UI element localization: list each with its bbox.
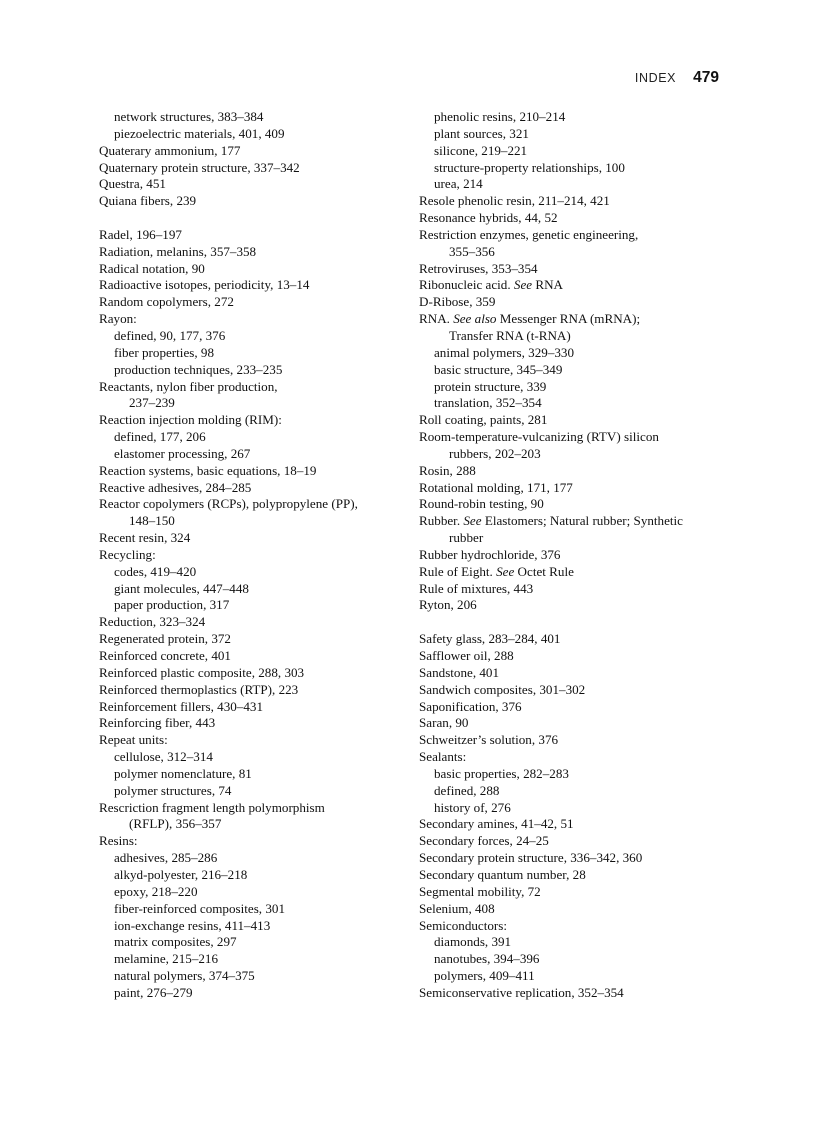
index-entry: Sandstone, 401 xyxy=(419,664,500,680)
index-entry: Questra, 451 xyxy=(99,176,166,192)
index-entry xyxy=(419,513,724,530)
index-subentry: ion-exchange resins, 411–413 xyxy=(114,917,271,933)
index-subentry: basic properties, 282–283 xyxy=(434,765,569,781)
index-entry: Reactor copolymers (RCPs), polypropylene (PP), xyxy=(99,496,358,512)
index-entry: Segmental mobility, 72 xyxy=(419,883,541,899)
index-entry: Regenerated protein, 372 xyxy=(99,631,231,647)
index-subentry: defined, 177, 206 xyxy=(114,429,206,445)
section-gap xyxy=(419,614,724,631)
index-entry: Reactants, nylon fiber production, xyxy=(99,378,278,394)
index-subentry: matrix composites, 297 xyxy=(114,934,237,950)
index-entry: Secondary forces, 24–25 xyxy=(419,833,549,849)
index-subentry: alkyd-polyester, 216–218 xyxy=(114,866,248,882)
index-entry: Saponification, 376 xyxy=(419,698,522,714)
index-continuation: Transfer RNA (t-RNA) xyxy=(449,327,571,343)
index-subentry: nanotubes, 394–396 xyxy=(434,951,540,967)
index-entry: Reactive adhesives, 284–285 xyxy=(99,479,252,495)
index-entry: Resonance hybrids, 44, 52 xyxy=(419,210,558,226)
index-subentry: paper production, 317 xyxy=(114,597,230,613)
index-entry: Selenium, 408 xyxy=(419,900,495,916)
index-entry: Safety glass, 283–284, 401 xyxy=(419,631,561,647)
index-entry: Recent resin, 324 xyxy=(99,530,191,546)
index-entry: Round-robin testing, 90 xyxy=(419,496,544,512)
index-subentry: protein structure, 339 xyxy=(434,378,547,394)
index-subentry: urea, 214 xyxy=(434,176,483,192)
index-subentry: polymers, 409–411 xyxy=(434,968,535,984)
index-subentry: paint, 276–279 xyxy=(114,984,193,1000)
index-entry: Rule of mixtures, 443 xyxy=(419,580,534,596)
cross-reference-target: Octet Rule xyxy=(514,563,574,579)
index-entry: Radiation, melanins, 357–358 xyxy=(99,243,257,259)
index-subentry: defined, 288 xyxy=(434,782,500,798)
index-continuation: 237–239 xyxy=(129,395,175,411)
index-entry: Secondary amines, 41–42, 51 xyxy=(419,816,574,832)
index-continuation: 148–150 xyxy=(129,513,175,529)
index-subentry: diamonds, 391 xyxy=(434,934,512,950)
index-entry xyxy=(419,564,724,581)
index-subentry: polymer nomenclature, 81 xyxy=(114,765,252,781)
index-subentry: phenolic resins, 210–214 xyxy=(434,109,566,124)
index-entry: Reinforced concrete, 401 xyxy=(99,648,231,663)
see-reference: See xyxy=(463,513,482,529)
index-entry: Safflower oil, 288 xyxy=(419,648,514,663)
see-reference: See xyxy=(496,563,515,579)
index-subentry: production techniques, 233–235 xyxy=(114,361,283,377)
index-entry: Random copolymers, 272 xyxy=(99,294,234,310)
cross-reference-target: Elastomers; Natural rubber; Synthetic xyxy=(481,513,683,529)
index-subentry: cellulose, 312–314 xyxy=(114,749,213,765)
index-entry: Room-temperature-vulcanizing (RTV) silicon xyxy=(419,429,659,445)
index-entry: Semiconductors: xyxy=(419,917,508,933)
running-head xyxy=(635,69,719,87)
index-entry: Quaterary ammonium, 177 xyxy=(99,142,241,158)
see-reference: See also xyxy=(453,311,497,327)
index-entry: Sandwich composites, 301–302 xyxy=(419,681,586,697)
index-entry: Reaction injection molding (RIM): xyxy=(99,412,282,428)
index-entry xyxy=(419,277,724,294)
index-continuation: 355–356 xyxy=(449,243,495,259)
index-subentry: melamine, 215–216 xyxy=(114,951,219,967)
section-gap xyxy=(99,210,399,227)
index-entry: Quaternary protein structure, 337–342 xyxy=(99,159,300,175)
index-continuation: rubbers, 202–203 xyxy=(449,445,541,461)
index-subentry: adhesives, 285–286 xyxy=(114,850,218,866)
index-subentry: natural polymers, 374–375 xyxy=(114,968,255,984)
index-entry: Reinforcement fillers, 430–431 xyxy=(99,698,263,714)
index-subentry: translation, 352–354 xyxy=(434,395,542,411)
index-entry: Rescriction fragment length polymorphism xyxy=(99,799,325,815)
index-entry: Resins: xyxy=(99,833,138,849)
index-entry: Radel, 196–197 xyxy=(99,226,182,242)
index-entry xyxy=(419,311,724,328)
index-subentry: elastomer processing, 267 xyxy=(114,445,251,461)
index-entry: Secondary protein structure, 336–342, 360 xyxy=(419,850,643,866)
index-entry: Restriction enzymes, genetic engineering, xyxy=(419,226,639,242)
index-subentry: fiber-reinforced composites, 301 xyxy=(114,900,285,916)
index-entry: Rayon: xyxy=(99,311,137,327)
index-entry: Sealants: xyxy=(419,749,467,765)
index-entry: Repeat units: xyxy=(99,732,168,748)
index-column-right xyxy=(419,109,724,1002)
index-entry: Reduction, 323–324 xyxy=(99,614,206,630)
index-entry: Retroviruses, 353–354 xyxy=(419,260,538,276)
index-subentry: fiber properties, 98 xyxy=(114,344,214,360)
index-subentry: defined, 90, 177, 376 xyxy=(114,327,226,343)
index-continuation: (RFLP), 356–357 xyxy=(129,816,222,832)
index-entry: Semiconservative replication, 352–354 xyxy=(419,984,624,1000)
entry-text: Ribonucleic acid. xyxy=(419,277,514,293)
index-entry: Ryton, 206 xyxy=(419,597,477,613)
index-entry: Reinforced plastic composite, 288, 303 xyxy=(99,664,305,680)
index-subentry: network structures, 383–384 xyxy=(114,109,264,124)
index-continuation: rubber xyxy=(449,530,484,546)
index-subentry: basic structure, 345–349 xyxy=(434,361,563,377)
running-head-label: INDEX xyxy=(634,71,677,85)
see-reference: See xyxy=(513,277,533,293)
index-entry: Reinforcing fiber, 443 xyxy=(99,715,216,731)
index-entry: Schweitzer’s solution, 376 xyxy=(419,732,559,748)
index-entry: Reinforced thermoplastics (RTP), 223 xyxy=(99,681,299,697)
cross-reference-target: RNA xyxy=(532,277,563,293)
index-entry: Resole phenolic resin, 211–214, 421 xyxy=(419,193,610,209)
index-entry: Recycling: xyxy=(99,546,156,562)
index-entry: D-Ribose, 359 xyxy=(419,294,496,310)
entry-text: Rubber. xyxy=(419,513,464,529)
page-number: 479 xyxy=(693,69,719,86)
index-subentry: structure-property relationships, 100 xyxy=(434,159,625,175)
index-subentry: piezoelectric materials, 401, 409 xyxy=(114,125,285,141)
index-subentry: plant sources, 321 xyxy=(434,125,529,141)
index-entry: Saran, 90 xyxy=(419,715,469,731)
index-entry: Rotational molding, 171, 177 xyxy=(419,479,573,495)
index-subentry: history of, 276 xyxy=(434,799,511,815)
index-entry: Secondary quantum number, 28 xyxy=(419,866,586,882)
cross-reference-target: Messenger RNA (mRNA); xyxy=(496,311,641,327)
index-entry: Roll coating, paints, 281 xyxy=(419,412,548,428)
index-subentry: codes, 419–420 xyxy=(114,563,197,579)
index-entry: Radical notation, 90 xyxy=(99,260,205,276)
entry-text: RNA. xyxy=(419,311,454,327)
index-entry: Rosin, 288 xyxy=(419,462,476,478)
index-entry: Rubber hydrochloride, 376 xyxy=(419,546,561,562)
entry-text: Rule of Eight. xyxy=(419,563,497,579)
index-subentry: animal polymers, 329–330 xyxy=(434,344,575,360)
index-subentry: polymer structures, 74 xyxy=(114,782,232,798)
index-entry: Radioactive isotopes, periodicity, 13–14 xyxy=(99,277,310,293)
index-entry: Quiana fibers, 239 xyxy=(99,193,197,209)
index-subentry: giant molecules, 447–448 xyxy=(114,580,249,596)
index-column-left xyxy=(99,109,399,1002)
index-entry: Reaction systems, basic equations, 18–19 xyxy=(99,462,317,478)
index-subentry: silicone, 219–221 xyxy=(434,142,528,158)
index-subentry: epoxy, 218–220 xyxy=(114,883,198,899)
